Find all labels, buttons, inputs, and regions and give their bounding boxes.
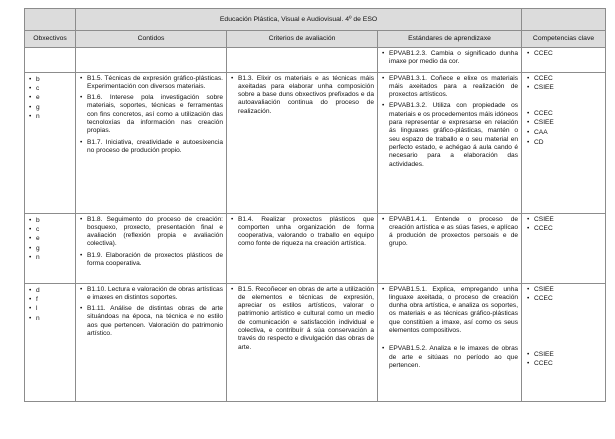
objective-item: • b	[36, 216, 72, 225]
header-title-row	[25, 9, 606, 31]
competences-cell	[522, 48, 606, 73]
competence-item: • CSIEE	[534, 216, 602, 225]
standard-item: • EPVAB1.5.2. Analiza e le imaxes de obras de arte e sitúaas no período ao que pertencen.	[389, 345, 518, 370]
header-blank-cell	[25, 9, 76, 31]
competence-item: • CCEC	[534, 295, 602, 304]
column-header-criteria: Criterios de avaliación	[227, 31, 378, 48]
competence-item: • CSIEE	[534, 84, 602, 93]
contents-cell	[76, 213, 227, 283]
objective-item: • c	[36, 225, 72, 234]
column-header-standards: Estándares de aprendizaxe	[378, 31, 522, 48]
competence-item: • CAA	[534, 129, 602, 138]
standards-cell	[378, 48, 522, 73]
objective-item: • n	[36, 253, 72, 262]
competence-item: • CCEC	[534, 75, 602, 84]
objective-item: • n	[36, 112, 72, 121]
standard-item: • EPVAB1.5.1. Explica, empregando unha linguaxe axeitada, o proceso de creación dunha obra artística, e analiza os soportes, os materiais e as técnicas gráfico-plásticas que constitúen a imaxe, así como os seus elementos compositivos.	[389, 286, 518, 336]
criteria-cell	[227, 72, 378, 213]
header-blank-cell	[522, 9, 606, 31]
objective-item: • n	[36, 314, 72, 323]
curriculum-table	[24, 8, 606, 402]
competence-item: • CSIEE	[534, 351, 602, 360]
objectives-cell	[25, 213, 76, 283]
competence-item: • CCEC	[534, 110, 602, 119]
criteria-cell	[227, 283, 378, 401]
objective-item: • d	[36, 286, 72, 295]
content-item: • B1.7. Iniciativa, creatividade e autoesixencia no proceso de produción propio.	[87, 139, 223, 156]
objectives-cell	[25, 72, 76, 213]
competence-item: • CCEC	[534, 50, 602, 59]
column-header-contents: Contidos	[76, 31, 227, 48]
objective-item: • g	[36, 244, 72, 253]
objectives-cell	[25, 48, 76, 73]
content-item: • B1.5. Técnicas de expresión gráfico-plásticas. Experimentación con diversos materiais.	[87, 75, 223, 92]
competence-item: • CCEC	[534, 225, 602, 234]
criteria-cell	[227, 213, 378, 283]
competences-cell	[522, 72, 606, 213]
standards-cell	[378, 72, 522, 213]
criterion-item: • B1.5. Recoñecer en obras de arte a utilización de elementos e técnicas de expresión, apreciar os estilos artísticos, valorar o patrimonio artístico e cultural como un medio de comunicación e satisfacción individual e colectiva, e contribuír á súa conservación a través do respecto e divulgación das obras de arte.	[238, 286, 374, 352]
objectives-cell	[25, 283, 76, 401]
contents-cell	[76, 72, 227, 213]
objective-item: • l	[36, 304, 72, 313]
standards-cell	[378, 213, 522, 283]
objective-item: • b	[36, 75, 72, 84]
table-row	[25, 48, 606, 73]
standard-item: • EPVAB1.2.3. Cambia o significado dunha imaxe por medio da cor.	[389, 50, 518, 67]
criterion-item: • B1.3. Elixir os materiais e as técnicas máis axeitadas para elaborar unha composición sobre a base duns obxectivos prefixados e da autoavaliación continua do proceso de realización.	[238, 75, 374, 116]
table-row	[25, 283, 606, 401]
column-header-competences: Competencias clave	[522, 31, 606, 48]
header-columns-row	[25, 31, 606, 48]
competence-item: • CSIEE	[534, 119, 602, 128]
standard-item: • EPVAB1.4.1. Entende o proceso de creación artística e as súas fases, e aplícao á produción de proxectos persoais e de grupo.	[389, 216, 518, 249]
contents-cell	[76, 48, 227, 73]
objective-item: • g	[36, 103, 72, 112]
competence-item: • CD	[534, 139, 602, 148]
objective-item: • e	[36, 234, 72, 243]
content-item: • B1.11. Análise de distintas obras de arte situándoas na época, na técnica e no estilo aos que pertencen. Valoración do patrimonio artístico.	[87, 305, 223, 338]
standard-item: • EPVAB1.3.1. Coñece e elixe os materiais máis axeitados para a realización de proxectos artísticos.	[389, 75, 518, 100]
standard-item: • EPVAB1.3.2. Utiliza con propiedade os materiais e os procedementos máis idóneos para representar e expresarse en relación ás linguaxes gráfico-plásticas, mantén o seu espazo de traballo e o seu material en perfecto estado, e achégao á aula cando é necesario para a elaboración das actividades.	[389, 102, 518, 168]
competence-item: • CCEC	[534, 360, 602, 369]
criteria-cell	[227, 48, 378, 73]
content-item: • B1.6. Interese pola investigación sobre materiais, soportes, técnicas e ferramentas con fins concretos, así como a utilización das tecnoloxías da información nas creación propias.	[87, 94, 223, 135]
content-item: • B1.10. Lectura e valoración de obras artísticas e imaxes en distintos soportes.	[87, 286, 223, 303]
standards-cell	[378, 283, 522, 401]
column-header-objectives: Obxectivos	[25, 31, 76, 48]
competences-cell	[522, 283, 606, 401]
contents-cell	[76, 283, 227, 401]
competences-cell	[522, 213, 606, 283]
table-title: Educación Plástica, Visual e Audiovisual. 4º de ESO	[76, 9, 522, 31]
content-item: • B1.9. Elaboración de proxectos plásticos de forma cooperativa.	[87, 252, 223, 269]
objective-item: • f	[36, 295, 72, 304]
objective-item: • c	[36, 84, 72, 93]
competence-item: • CSIEE	[534, 286, 602, 295]
table-row	[25, 72, 606, 213]
content-item: • B1.8. Seguimento do proceso de creación: bosquexo, proxecto, presentación final e avaliación (reflexión propia e avaliación colectiva).	[87, 216, 223, 249]
criterion-item: • B1.4. Realizar proxectos plásticos que comporten unha organización de forma cooperativa, valorando o traballo en equipo como fonte de riqueza na creación artística.	[238, 216, 374, 249]
objective-item: • e	[36, 93, 72, 102]
table-row	[25, 213, 606, 283]
